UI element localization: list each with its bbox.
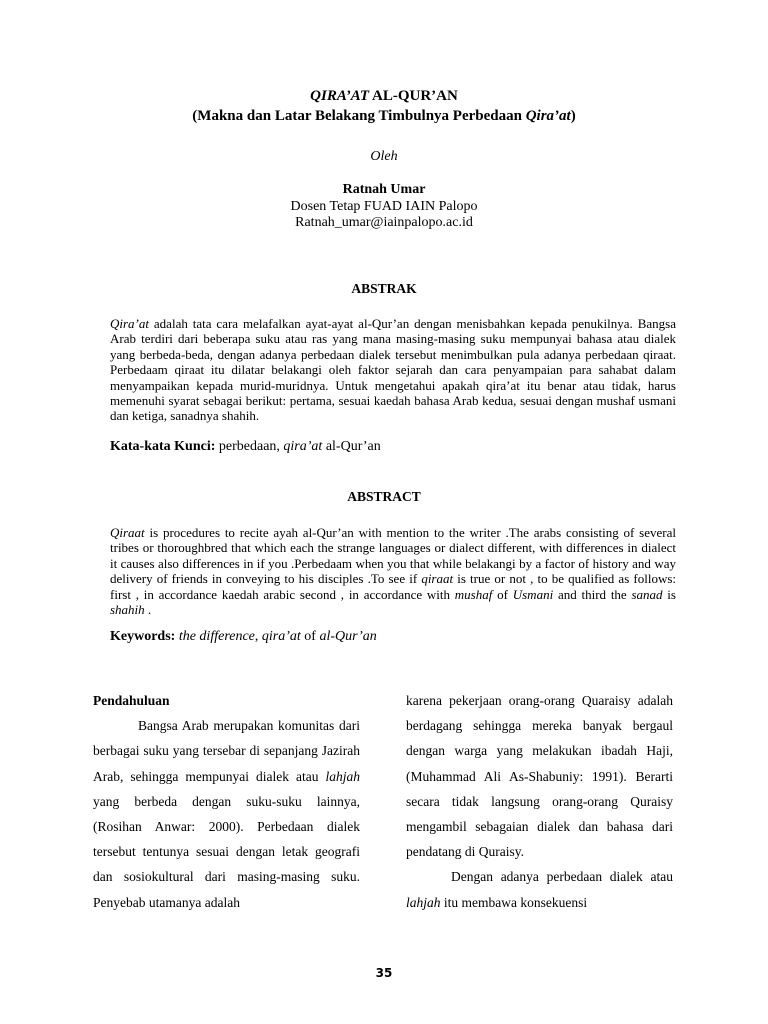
oleh-label: Oleh (370, 149, 398, 164)
section-heading (93, 688, 360, 713)
abstrak-kw-post: al-Qur’an (322, 439, 381, 454)
body-left-column (93, 688, 360, 915)
abstract-end: . (144, 602, 152, 618)
abstract-of: of (492, 586, 513, 602)
abstrak-kw-pre: perbedaan, (215, 439, 284, 454)
right-paragraph-2 (406, 864, 673, 914)
abstract-kw-of: of (300, 629, 320, 644)
abstract-kw-b: qira’at (261, 629, 301, 644)
abstract-body2: is true or not , to be qualified as follows: first , in accordance kaedah arabic second , in accordance with (110, 571, 676, 602)
right-lahjah: lahjah (406, 894, 441, 910)
abstract-text (110, 525, 676, 617)
right-p2-pre: Dengan adanya perbedaan dialek atau (451, 869, 673, 885)
title-italic: QIRA’AT (310, 88, 370, 104)
abstrak-text (110, 316, 676, 424)
author-email: Ratnah_umar@iainpalopo.ac.id (295, 215, 473, 230)
abstract-kw-label: Keywords: (110, 629, 176, 644)
left-paragraph (93, 713, 360, 915)
right-p2-post: itu membawa konsekuensi (440, 894, 588, 910)
title-rest: AL-QUR’AN (369, 88, 458, 104)
author-affiliation: Dosen Tetap FUAD IAIN Palopo (290, 198, 478, 214)
subtitle-post: ) (570, 108, 576, 124)
abstract-kw-a: the difference (175, 629, 255, 644)
abstract-lead: Qiraat (110, 525, 145, 540)
abstract-heading: ABSTRACT (347, 489, 421, 504)
abstract-is: is (662, 586, 676, 602)
abstrak-kw-italic: qira’at (283, 439, 323, 454)
abstract-kw-sep: , (254, 629, 262, 644)
abstract-third: and third the (553, 586, 632, 602)
left-lahjah: lahjah (325, 768, 360, 784)
abstrak-heading: ABSTRAK (351, 281, 417, 296)
abstrak-kw-label: Kata-kata Kunci: (110, 439, 216, 454)
section-heading-text: Pendahuluan (93, 693, 170, 708)
abstract-qiraat2: qiraat (421, 571, 454, 587)
abstract-shahih: shahih (110, 602, 145, 618)
paper-title (0, 86, 768, 106)
abstract-usmani: Usmani (512, 586, 554, 602)
right-paragraph-1: karena pekerjaan orang-orang Quaraisy adalah berdagang sehingga mereka banyak bergaul dengan warga yang melakukan ibadah Haji, (Muhammad Ali As-Shabuniy: 1991). Berarti secara tidak langsung orang-orang Quraisy mengambil sebagaian dialek dan bahasa dari pendatang di Quraisy. (406, 693, 673, 860)
abstrak-keywords (110, 439, 676, 455)
abstract-keywords (110, 629, 676, 645)
paper-title-block (0, 86, 768, 126)
abstract-sanad: sanad (631, 586, 663, 602)
left-p1-post: yang berbeda dengan suku-suku lainnya, (Rosihan Anwar: 2000). Perbedaan dialek tersebut tentunya sesuai dengan letak geografi dan sosiokultural dari masing-masing suku. Penyebab utamanya adalah (93, 793, 360, 910)
abstract-mushaf: mushaf (454, 586, 493, 602)
page-number: 35 (375, 966, 393, 980)
paper-subtitle (0, 106, 768, 126)
abstract-kw-c: al-Qur’an (319, 629, 377, 644)
abstrak-body: adalah tata cara melafalkan ayat-ayat al-Qur’an dengan menisbahkan kepada penukilnya. Bangsa Arab terdiri dari beberapa suku atau ras yang mana masing-masing suku mempunyai bahasa atau dialek yang berbeda-beda, dengan adanya perbedaan dialek tersebut menimbulkan pula adanya perbedaan qiraat. Perbedaam qiraat itu dilatar belakangi oleh faktor sejarah dan cara penyampaian para sahabat dalam menyampaikan kepada murid-muridnya. Untuk mengetahui apakah qira’at itu benar atau tidak, harus memenuhi syarat sebagai berikut: pertama, sesuai kaedah bahasa Arab kedua, sesuai dengan mushaf usmani dan ketiga, sanadnya shahih. (110, 316, 676, 424)
left-p1-pre: Bangsa Arab merupakan komunitas dari berbagai suku yang tersebar di sepanjang Jazirah Arab, sehingga mempunyai dialek atau (93, 718, 360, 784)
body-right-column (406, 688, 673, 915)
author-name: Ratnah Umar (342, 182, 426, 197)
subtitle-pre: (Makna dan Latar Belakang Timbulnya Perbedaan (192, 108, 526, 124)
abstrak-lead: Qira’at (110, 316, 149, 331)
abstract-body1: is procedures to recite ayah al-Qur’an with mention to the writer .The arabs consisting of several tribes or thoroughbred that which each the strange languages or dialect different, with differences in dialect it causes also differences in if you .Perbedaam when you that while belakangi by a factor of history and way delivery of friends in conveying to his disciples .To see if (110, 525, 676, 587)
subtitle-italic: Qira’at (525, 108, 571, 124)
author-block (0, 182, 768, 232)
